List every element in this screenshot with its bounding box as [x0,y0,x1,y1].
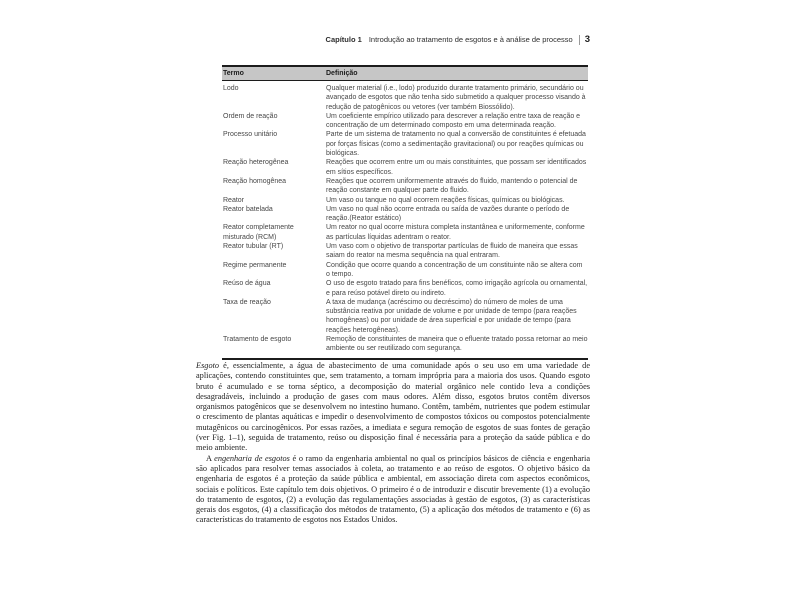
table-row [222,84,588,112]
table-row [222,130,588,158]
column-header-definicao: Definição [326,70,358,77]
chapter-label: Capítulo 1 [325,35,362,44]
running-head [326,34,590,45]
definition-cell: Um vaso ou tanque no qual ocorrem reações físicas, químicas ou biológicas. [326,196,565,204]
definition-cell: Um reator no qual ocorre mistura completa instantânea e uniformemente, conforme as partículas líquidas adentram o reator. [326,224,585,241]
table-row [222,158,588,177]
term-cell: Reator completamente misturado (RCM) [223,224,294,241]
term-cell: Reator tubular (RT) [223,243,284,251]
definition-cell: Parte de um sistema de tratamento no qual a conversão de constituintes é efetuada por forças físicas (como a sedimentação gravitacional) ou por reações químicas ou biológicas. [326,131,586,158]
term-cell: Reúso de água [223,280,271,288]
term-cell: Reator [223,196,245,204]
table-row [222,261,588,280]
term-cell: Tratamento de esgoto [223,336,292,344]
table-row [222,196,588,205]
table-row [222,205,588,224]
table-row [222,177,588,196]
page-number: 3 [584,34,590,45]
paragraph: Esgoto é, essencialmente, a água de abastecimento de uma comunidade após o seu uso em uma variedade de aplicações, contendo constituintes que, sem tratamento, a tornam imprópria para a maioria dos usos. Quando esgoto bruto é acumulado e se torna séptico, a decomposição do material orgânico nele contido leva a condições desagradáveis, incluindo a produção de gases com maus odores. Além disso, esgotos brutos contêm diversos organismos patogênicos que se desenvolvem no intestino humano. Contêm, também, nutrientes que podem estimular o crescimento de plantas aquáticas e impedir o desenvolvimento de compostos tóxicos ou compostos potencialmente mutagênicos ou carcinogênicos. Por essas razões, a imediata e segura remoção de esgotos de suas fontes de geração (ver Fig. 1–1), seguida de tratamento, reúso ou disposição final é necessária para a proteção da saúde pública e do meio ambiente. [196,361,590,453]
term-cell: Processo unitário [223,131,278,139]
definition-cell: Condição que ocorre quando a concentração de um constituinte não se altera com o tempo. [326,261,583,278]
term-cell: Ordem de reação [223,112,278,120]
table-row [222,112,588,131]
table-row [222,279,588,298]
table-row [222,223,588,242]
term-cell: Taxa de reação [223,298,271,306]
table-header-row [222,65,588,81]
header-divider-line [579,35,580,45]
definition-cell: Qualquer material (i.e., lodo) produzido durante tratamento primário, secundário ou avançado de esgotos que não tenha sido submetido a qualquer processo visando à redução de patogênicos ou vetores (ver também Biossólido). [326,85,586,111]
definition-cell: O uso de esgoto tratado para fins benéficos, como irrigação agrícola ou ornamental, e para reúso potável direto ou indireto. [326,280,588,297]
definition-cell: Remoção de constituintes de maneira que o efluente tratado possa retornar ao meio ambiente ou ser reutilizado com segurança. [326,336,588,353]
definition-cell: Reações que ocorrem entre um ou mais constituintes, que possam ser identificados em sítios específicos. [326,159,587,176]
body-text [196,361,590,526]
table-row [222,335,588,354]
term-cell: Reação heterogênea [223,159,289,167]
table-row [222,298,588,335]
term-cell: Regime permanente [223,261,287,269]
table-row [222,242,588,261]
paragraph: A engenharia de esgotos é o ramo da engenharia ambiental no qual os princípios básicos de ciência e engenharia são aplicados para resolver temas associados à coleta, ao tratamento e ao reúso de esgotos. O objetivo básico da engenharia de esgotos é a proteção da saúde pública e ambiental, em associação direta com aspectos econômicos, sociais e políticos. Este capítulo tem dois objetivos. O primeiro é o de introduzir e discutir brevemente (1) a evolução do tratamento de esgotos, (2) a evolução das regulamentações associadas à gestão de esgotos, (3) as características gerais dos esgotos, (4) a classificação dos métodos de tratamento, (5) a aplicação dos métodos de tratamento e (6) as características do tratamento de esgotos nos Estados Unidos. [196,453,591,525]
term-cell: Lodo [223,85,239,92]
column-header-termo: Termo [223,70,244,77]
definitions-table [222,65,588,360]
definition-cell: Um coeficiente empírico utilizado para descrever a relação entre taxa de reação e concentração de um determinado composto em uma determinada reação. [326,112,581,130]
definition-cell: Um vaso com o objetivo de transportar partículas de fluido de maneira que essas saiam do reator na mesma sequência na qual entraram. [326,243,578,260]
definition-cell: Reações que ocorrem uniformemente através do fluido, mantendo o potencial de reação constante em qualquer parte do fluido. [326,177,578,195]
chapter-title: Introdução ao tratamento de esgotos e à análise de processo [368,35,573,44]
table-body [222,81,588,360]
definition-cell: A taxa de mudança (acréscimo ou decréscimo) do número de moles de uma substância reativa por unidade de volume e por unidade de tempo (para reações homogêneas) ou por unidade de área superficial e por unidade de tempo (para reações heterogêneas). [326,298,577,334]
term-cell: Reação homogênea [223,177,287,185]
term-cell: Reator batelada [223,205,273,213]
definition-cell: Um vaso no qual não ocorre entrada ou saída de vazões durante o período de reação.(Reator estático) [326,205,570,223]
